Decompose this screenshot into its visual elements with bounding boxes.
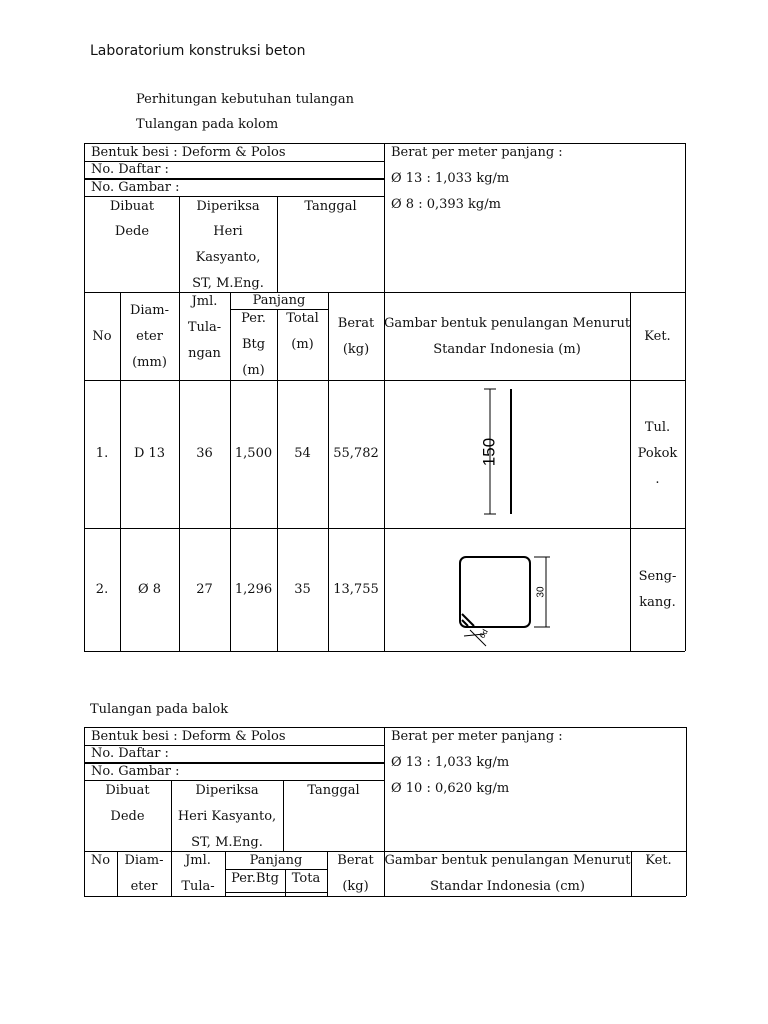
row-diameter: D 13 <box>133 446 166 461</box>
balok-tanggal-label: Tanggal <box>307 783 360 798</box>
row-per-btg: 1,500 <box>234 446 273 461</box>
kolom-h-gambar-1: Gambar bentuk penulangan Menurut <box>384 316 631 331</box>
kolom-h-diam-3: (mm) <box>132 355 167 370</box>
balok-h-ket: Ket. <box>645 853 672 868</box>
balok-no-daftar: No. Daftar : <box>91 746 169 761</box>
row-ket-1: Tul. <box>644 420 671 435</box>
kolom-berat-d13: Ø 13 : 1,033 kg/m <box>391 171 510 186</box>
row-ket-2: Pokok <box>637 446 678 461</box>
balok-title: Tulangan pada balok <box>90 702 229 717</box>
balok-h-jml-2: Tula- <box>181 879 215 894</box>
kolom-h-no: No <box>92 329 112 344</box>
balok-berat-title: Berat per meter panjang : <box>391 729 563 744</box>
straight-bar-drawing <box>470 384 530 524</box>
kolom-no-daftar: No. Daftar : <box>91 162 169 177</box>
row-total: 54 <box>294 446 311 461</box>
kolom-h-panjang: Panjang <box>252 293 306 308</box>
kolom-bentuk-besi: Bentuk besi : Deform & Polos <box>91 145 286 160</box>
balok-h-total: Tota <box>291 871 321 886</box>
hook-label: 6d <box>477 627 490 640</box>
row-jml: 36 <box>196 446 213 461</box>
kolom-h-jml-2: Tula- <box>187 320 222 335</box>
kolom-dibuat-name: Dede <box>114 224 150 239</box>
kolom-h-diam-1: Diam- <box>129 303 170 318</box>
kolom-h-gambar-2: Standar Indonesia (m) <box>433 342 581 357</box>
lab-title: Laboratorium konstruksi beton <box>90 43 306 59</box>
balok-no-gambar: No. Gambar : <box>91 764 180 779</box>
row-per-btg: 1,296 <box>234 582 273 597</box>
row-diameter: Ø 8 <box>137 582 162 597</box>
row-ket-3: . <box>655 472 660 487</box>
balok-h-per-btg: Per.Btg <box>231 871 279 886</box>
kolom-h-per-1: Per. <box>241 311 266 326</box>
kolom-diperiksa-name-3: ST, M.Eng. <box>192 276 264 291</box>
row-ket-1: Seng- <box>638 569 677 584</box>
balok-diperiksa-name-1: Heri Kasyanto, <box>177 809 277 824</box>
subtitle: Perhitungan kebutuhan tulangan <box>136 92 354 107</box>
balok-h-berat-1: Berat <box>337 853 374 868</box>
balok-h-gambar-2: Standar Indonesia (cm) <box>430 879 585 894</box>
kolom-h-diam-2: eter <box>136 329 163 344</box>
kolom-no-gambar: No. Gambar : <box>91 180 180 195</box>
kolom-h-jml-3: ngan <box>188 346 221 361</box>
kolom-h-berat-1: Berat <box>337 316 375 331</box>
balok-diperiksa-name-2: ST, M.Eng. <box>191 835 263 850</box>
balok-h-diam-2: eter <box>130 879 158 894</box>
balok-h-berat-2: (kg) <box>342 879 369 894</box>
kolom-diperiksa-label: Diperiksa <box>196 199 260 214</box>
row-berat: 55,782 <box>333 446 379 461</box>
balok-dibuat-label: Dibuat <box>105 783 150 798</box>
row-ket-2: kang. <box>639 595 676 610</box>
kolom-title: Tulangan pada kolom <box>136 117 279 132</box>
stirrup-dim-label: 30 <box>535 586 547 598</box>
kolom-berat-title: Berat per meter panjang : <box>391 145 563 160</box>
row-no: 1. <box>95 446 109 461</box>
kolom-tanggal-label: Tanggal <box>304 199 357 214</box>
balok-h-no: No <box>90 853 111 868</box>
balok-bentuk-besi: Bentuk besi : Deform & Polos <box>91 729 286 744</box>
kolom-h-total-2: (m) <box>291 337 314 352</box>
kolom-h-per-3: (m) <box>242 363 265 378</box>
kolom-dibuat-label: Dibuat <box>109 199 155 214</box>
bar-length-label: 150 <box>479 437 499 467</box>
row-berat: 13,755 <box>333 582 379 597</box>
kolom-h-per-2: Btg <box>241 337 266 352</box>
balok-dibuat-name: Dede <box>110 809 145 824</box>
balok-berat-d10: Ø 10 : 0,620 kg/m <box>391 781 510 796</box>
balok-h-panjang: Panjang <box>249 853 303 868</box>
row-jml: 27 <box>196 582 213 597</box>
balok-h-diam-1: Diam- <box>124 853 164 868</box>
kolom-diperiksa-name-1: Heri <box>213 224 243 239</box>
kolom-diperiksa-name-2: Kasyanto, <box>195 250 261 265</box>
kolom-h-ket: Ket. <box>644 329 671 344</box>
kolom-h-total-1: Total <box>286 311 319 326</box>
balok-berat-d13: Ø 13 : 1,033 kg/m <box>391 755 510 770</box>
row-total: 35 <box>294 582 311 597</box>
row-no: 2. <box>95 582 109 597</box>
balok-h-jml-1: Jml. <box>185 853 211 868</box>
kolom-berat-d8: Ø 8 : 0,393 kg/m <box>391 197 501 212</box>
stirrup-drawing <box>450 552 560 648</box>
balok-h-gambar-1: Gambar bentuk penulangan Menurut <box>384 853 631 868</box>
balok-diperiksa-label: Diperiksa <box>195 783 259 798</box>
kolom-h-berat-2: (kg) <box>342 342 370 357</box>
kolom-h-jml-1: Jml. <box>191 294 218 309</box>
